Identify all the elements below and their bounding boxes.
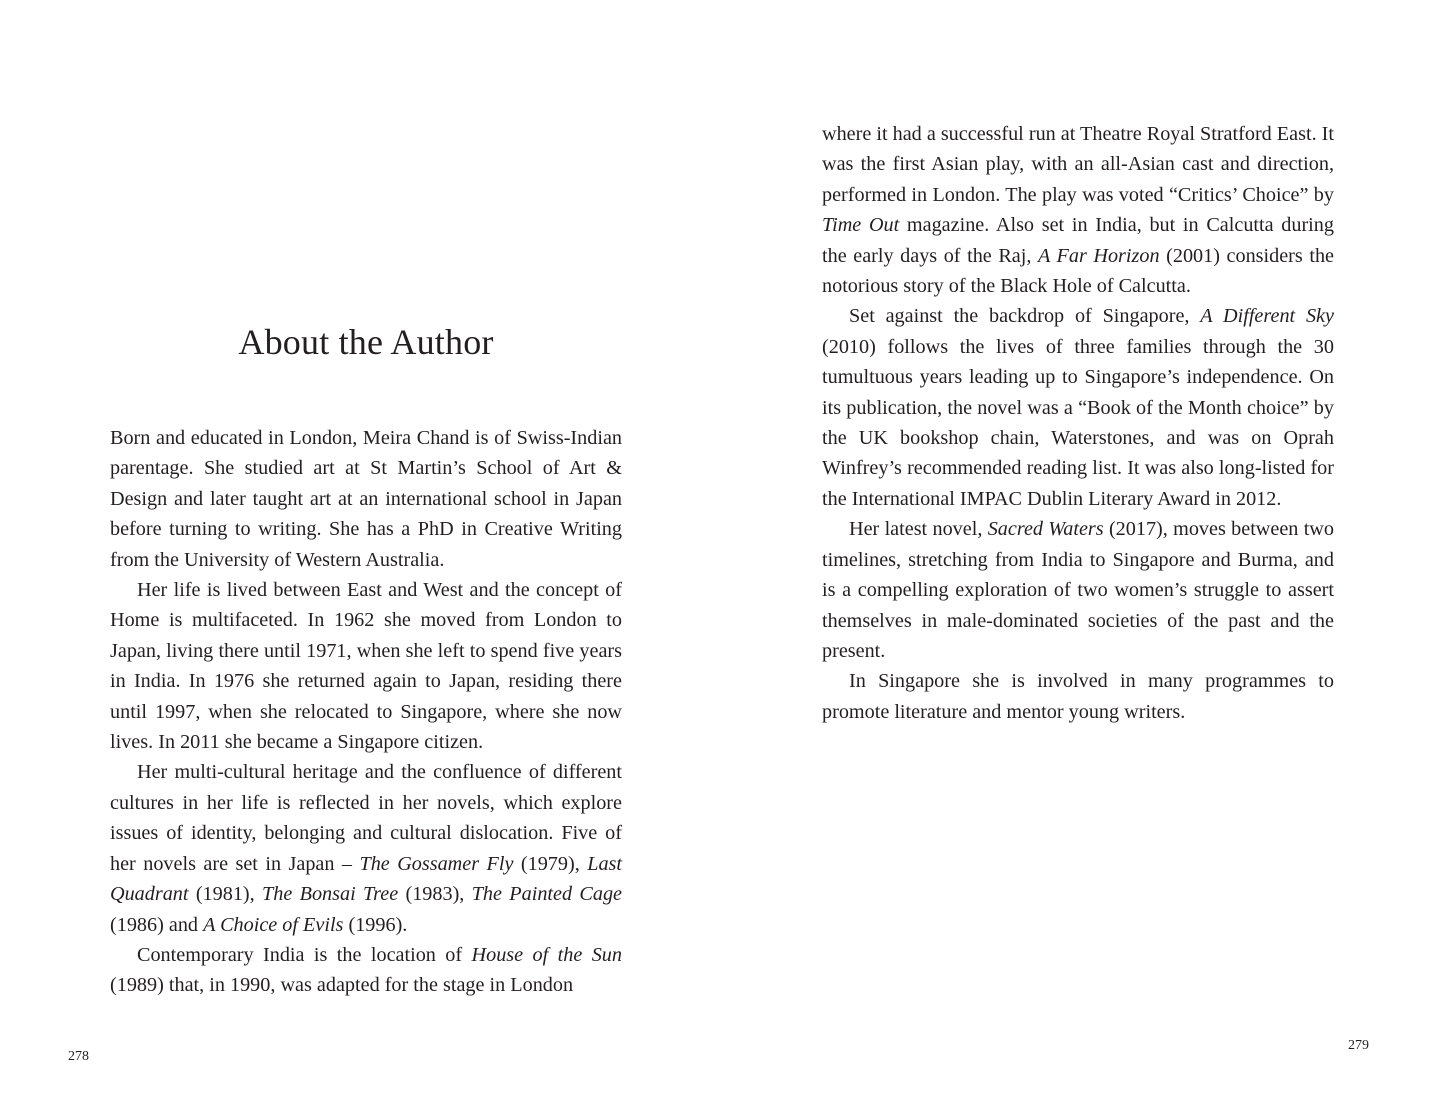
book-title-italic: A Choice of Evils [203, 913, 344, 936]
paragraph-text: In Singapore she is involved in many programmes to promote literature and mentor young writers. [822, 670, 1334, 723]
paragraph-text: (2010) follows the lives of three families through the 30 tumultuous years leading up to Singapore’s independence. On its publication, the novel was a “Book of the Month choice” by the UK bookshop chain, Waterstones, and was on Oprah Winfrey’s recommended reading list. It was also long-listed for the International IMPAC Dublin Literary Award in 2012. [822, 335, 1334, 510]
book-title-italic: Time Out [822, 214, 900, 237]
book-title-italic: A Far Horizon [1037, 244, 1160, 267]
book-title-italic: House of the Sun [471, 943, 622, 966]
right-page-body [822, 119, 1334, 727]
body-paragraph [822, 301, 1334, 514]
page-number-left: 278 [68, 1049, 89, 1064]
paragraph-text: Contemporary India is the location of [137, 943, 472, 966]
paragraph-text: (1983), [398, 883, 472, 906]
paragraph-text: (1979), [513, 852, 588, 875]
body-paragraph [110, 940, 622, 1001]
body-paragraph [822, 514, 1334, 666]
book-title-italic: The Painted Cage [471, 883, 623, 906]
paragraph-text: (2017), moves between two timelines, stretching from India to Singapore and Burma, and is a compelling exploration of two women’s struggle to assert themselves in male-dominated societies of the past and the present. [822, 518, 1334, 662]
chapter-title: About the Author [238, 322, 494, 362]
left-page-body [110, 423, 622, 1001]
paragraph-text: Set against the backdrop of Singapore, [849, 305, 1201, 328]
paragraph-text: (1981), [188, 883, 263, 906]
paragraph-text: Born and educated in London, Meira Chand is of Swiss-Indian parentage. She studied art at St Martin’s School of Art & Design and later taught art at an international school in Japan before turning to writing. She has a PhD in Creative Writing from the University of Western Australia. [110, 427, 622, 571]
paragraph-text: (1986) and [110, 913, 204, 936]
book-title-italic: The Bonsai Tree [262, 883, 399, 906]
left-page [0, 0, 722, 1101]
page-number-right: 279 [1348, 1038, 1369, 1053]
body-paragraph [822, 666, 1334, 727]
body-paragraph [110, 757, 622, 939]
body-paragraph [110, 423, 622, 575]
book-title-italic: The Gossamer Fly [359, 852, 514, 875]
paragraph-text: Her multi-cultural heritage and the confluence of different cultures in her life is reflected in her novels, which explore issues of identity, belonging and cultural dislocation. Five of her novels are set in Japan – [110, 761, 622, 875]
paragraph-text: (2001) considers the notorious story of the Black Hole of Calcutta. [822, 244, 1334, 298]
book-title-italic: Last Quadrant [110, 852, 623, 906]
paragraph-text: (1996). [343, 913, 408, 936]
body-paragraph [822, 119, 1334, 301]
paragraph-text: Her latest novel, [849, 518, 988, 541]
book-title-italic: A Different Sky [1200, 305, 1334, 328]
paragraph-text: Her life is lived between East and West and the concept of Home is multifaceted. In 1962 she moved from London to Japan, living there until 1971, when she left to spend five years in India. In 1976 she returned again to Japan, residing there until 1997, when she relocated to Singapore, where she now lives. In 2011 she became a Singapore citizen. [110, 579, 622, 754]
book-title-italic: Sacred Waters [987, 518, 1104, 541]
paragraph-text: where it had a successful run at Theatre Royal Stratford East. It was the first Asian play, with an all-Asian cast and direction, performed in London. The play was voted “Critics’ Choice” by [822, 123, 1334, 206]
right-page [722, 0, 1445, 1101]
paragraph-text: magazine. Also set in India, but in Calcutta during the early days of the Raj, [822, 214, 1334, 267]
paragraph-text: (1989) that, in 1990, was adapted for the stage in London [110, 974, 574, 997]
body-paragraph [110, 575, 622, 757]
